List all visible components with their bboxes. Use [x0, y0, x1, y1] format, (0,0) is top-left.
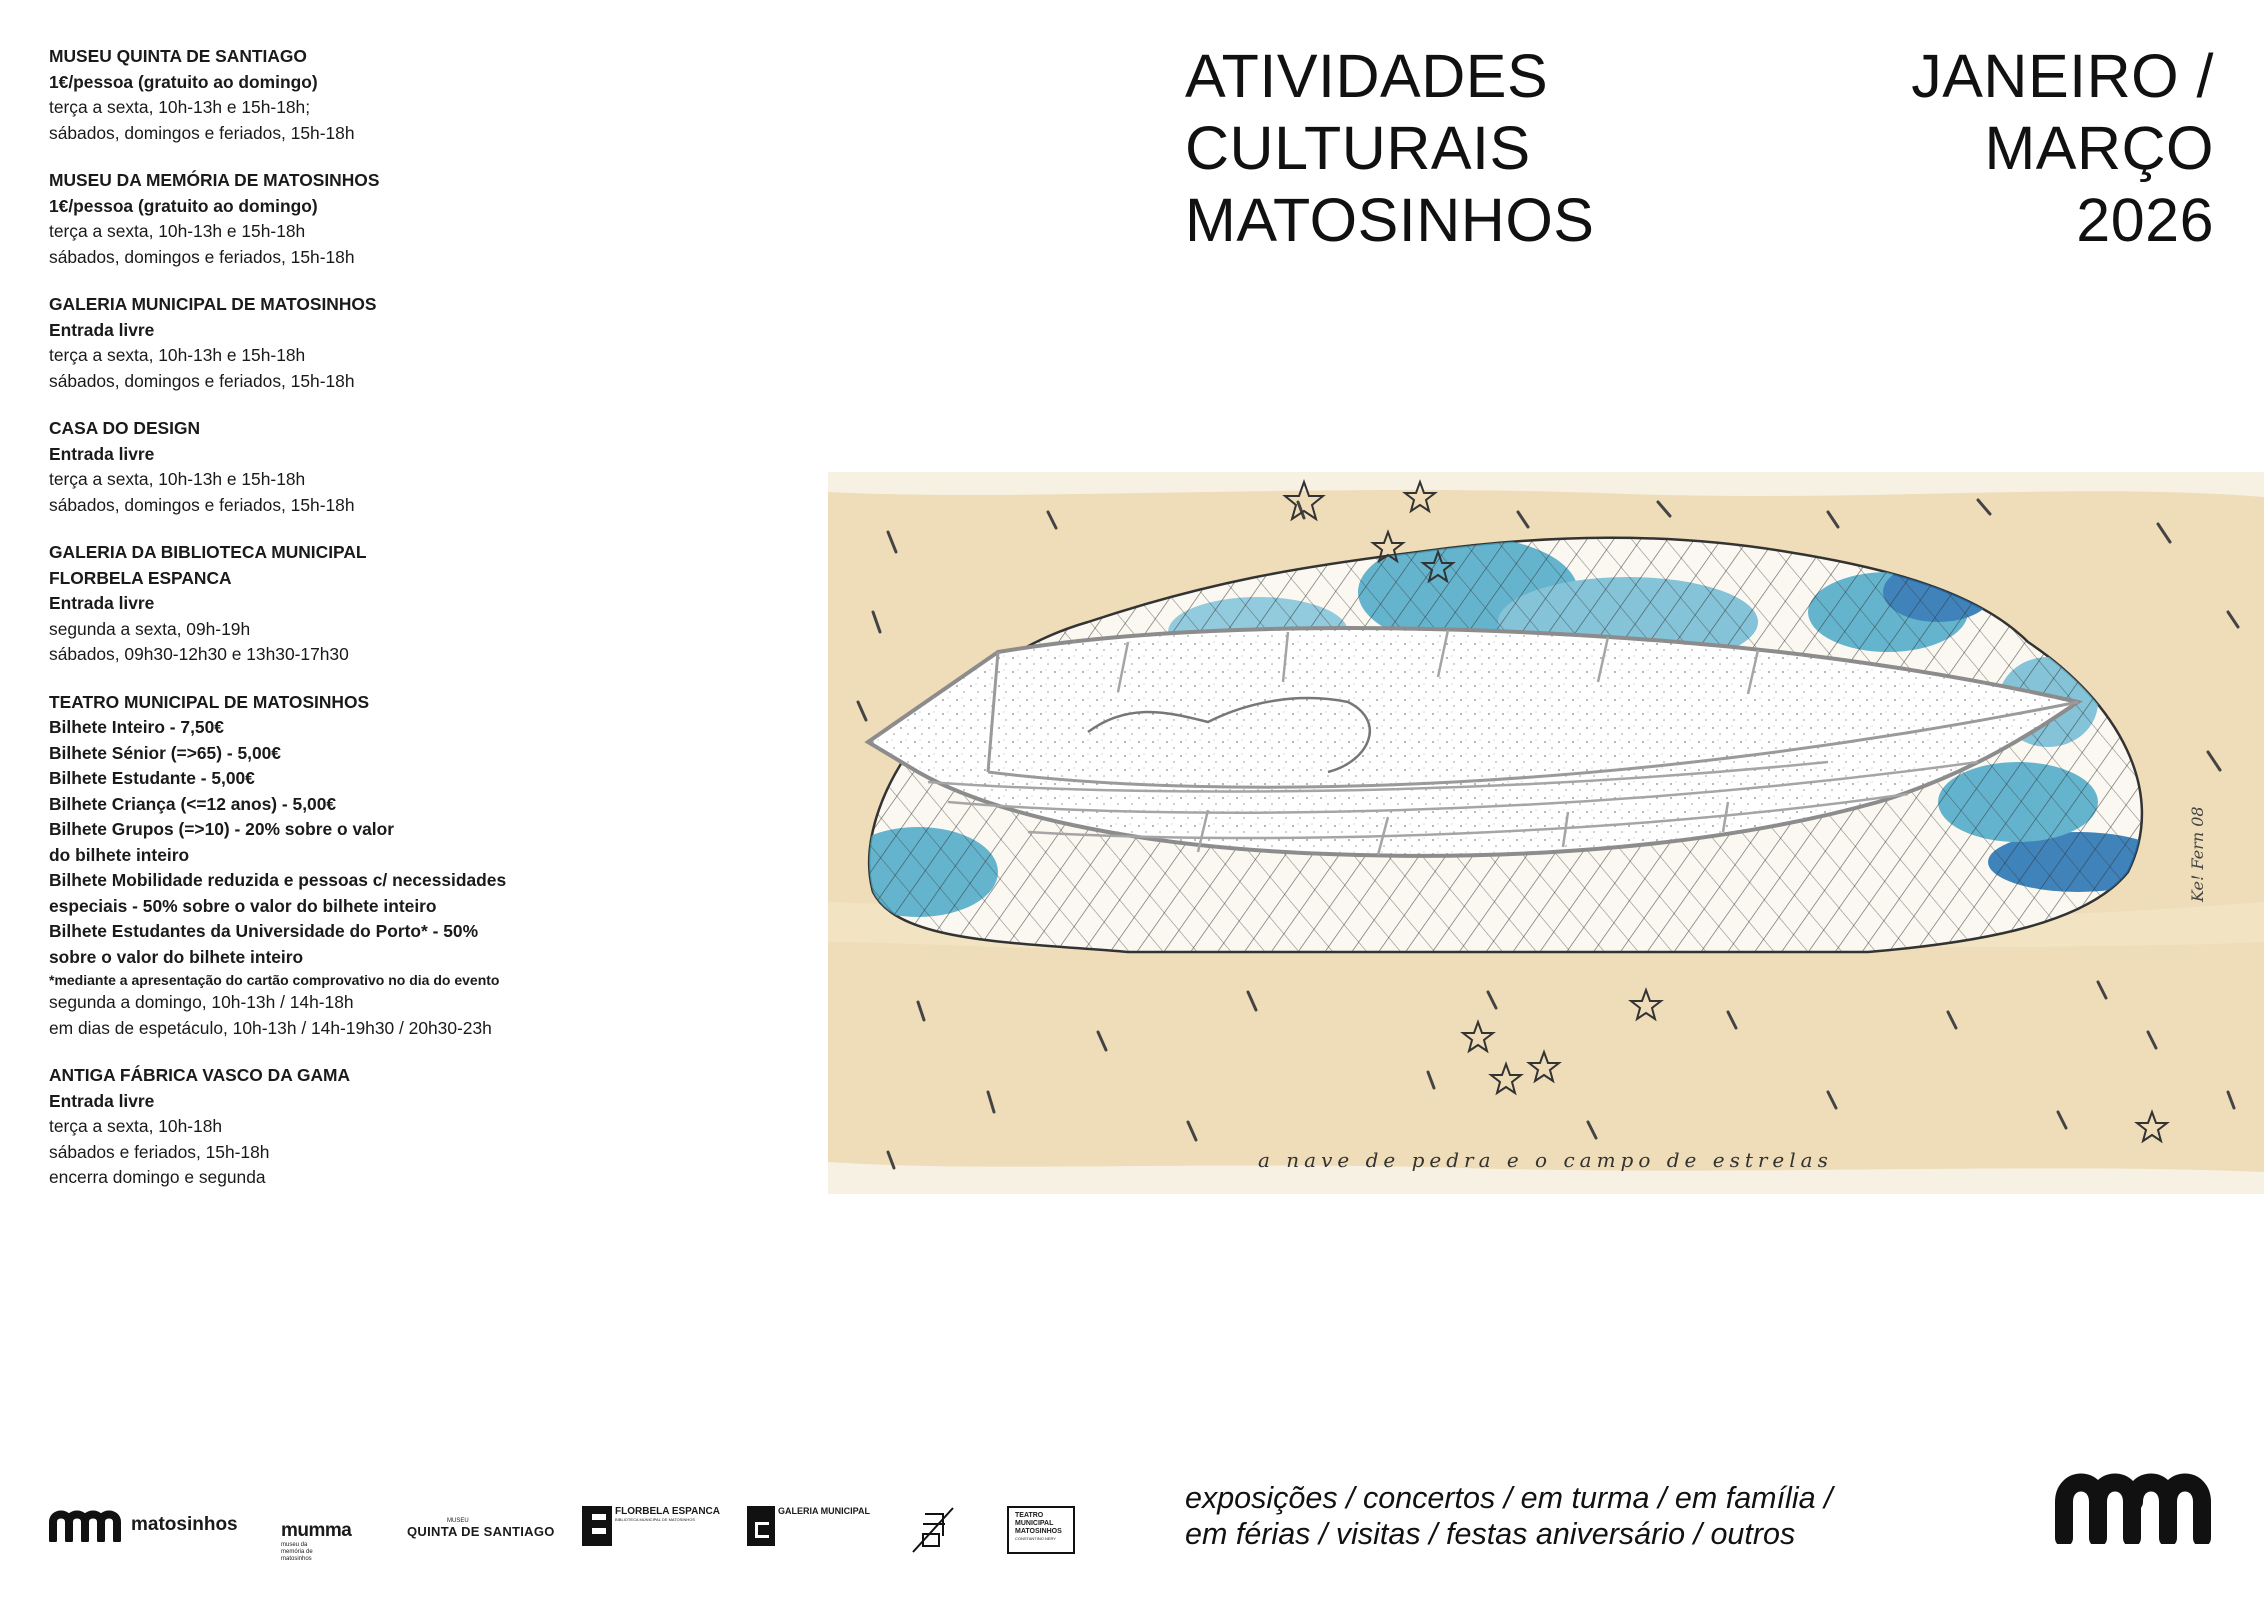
venue-price: do bilhete inteiro [49, 844, 190, 865]
venue-price: Entrada livre [49, 1090, 155, 1111]
galeria-mark-icon [747, 1506, 775, 1546]
venue-price: 1€/pessoa (gratuito ao domingo) [49, 195, 318, 216]
venue-hours: terça a sexta, 10h-13h e 15h-18h [49, 221, 306, 241]
mm-large-icon [2054, 1468, 2214, 1544]
venue-note: *mediante a apresentação do cartão comprovativo no dia do evento [49, 972, 500, 988]
tagline-line: exposições / concertos / em turma / em família / [1185, 1481, 1833, 1515]
casa-design-icon [909, 1506, 957, 1554]
venue-hours: encerra domingo e segunda [49, 1167, 266, 1187]
galeria-logo [747, 1506, 870, 1546]
venue-name: TEATRO MUNICIPAL DE MATOSINHOS [49, 691, 370, 712]
mumma-logo-text: mumma [281, 1520, 352, 1541]
venue-price: Bilhete Grupos (=>10) - 20% sobre o valor [49, 819, 395, 839]
venue-price: sobre o valor do bilhete inteiro [49, 946, 304, 967]
matosinhos-logo [49, 1508, 238, 1542]
venue-name: GALERIA MUNICIPAL DE MATOSINHOS [49, 294, 377, 314]
venue-name: CASA DO DESIGN [49, 418, 201, 438]
venue-price: Entrada livre [49, 443, 155, 464]
venue-price: Bilhete Mobilidade reduzida e pessoas c/ necessidades [49, 870, 507, 890]
venue-price: 1€/pessoa (gratuito ao domingo) [49, 71, 318, 92]
florbela-logo-sub: BIBLIOTECA MUNICIPAL DE MATOSINHOS [615, 1517, 696, 1522]
venue-block [49, 1063, 609, 1191]
mumma-logo-sub: museu da memória de matosinhos [281, 1542, 313, 1562]
period-line: JANEIRO / [1911, 42, 2214, 110]
venue-hours: terça a sexta, 10h-13h e 15h-18h [49, 469, 306, 489]
venue-hours: segunda a domingo, 10h-13h / 14h-18h [49, 992, 354, 1012]
galeria-logo-text: GALERIA MUNICIPAL [778, 1506, 870, 1516]
venue-price: Bilhete Sénior (=>65) - 5,00€ [49, 742, 281, 763]
venue-hours: sábados e feriados, 15h-18h [49, 1141, 270, 1162]
artwork-drawing [828, 472, 2264, 1194]
venue-name: GALERIA DA BIBLIOTECA MUNICIPAL FLORBELA ESPANCA [49, 542, 367, 588]
cover-artwork [828, 472, 2264, 1194]
quinta-logo-text: QUINTA DE SANTIAGO [407, 1524, 555, 1539]
period-line: MARÇO [1984, 114, 2214, 182]
venue-price: Bilhete Criança (<=12 anos) - 5,00€ [49, 793, 337, 814]
venue-price: Bilhete Inteiro - 7,50€ [49, 717, 224, 737]
florbela-mark-icon [582, 1506, 612, 1546]
venue-hours: sábados, 09h30-12h30 e 13h30-17h30 [49, 644, 349, 664]
venue-hours: sábados, domingos e feriados, 15h-18h [49, 122, 355, 143]
venue-price: Bilhete Estudantes da Universidade do Porto* - 50% [49, 921, 479, 941]
venue-hours: em dias de espetáculo, 10h-13h / 14h-19h30 / 20h30-23h [49, 1017, 492, 1038]
venue-price: Bilhete Estudante - 5,00€ [49, 768, 255, 788]
venue-block [49, 690, 609, 1042]
tagline [1185, 1480, 1833, 1552]
venue-hours: terça a sexta, 10h-18h [49, 1116, 223, 1136]
venue-hours: terça a sexta, 10h-13h e 15h-18h [49, 345, 306, 365]
venue-price: Entrada livre [49, 319, 155, 340]
title-line: CULTURAIS [1185, 114, 1531, 182]
quinta-logo-prefix: MUSEU [447, 1518, 469, 1524]
artwork-caption: a nave de pedra e o campo de estrelas [1258, 1148, 1833, 1172]
venue-block [49, 44, 609, 146]
venue-block [49, 292, 609, 394]
venue-name: MUSEU QUINTA DE SANTIAGO [49, 46, 307, 66]
florbela-logo [582, 1506, 720, 1546]
teatro-logo-sub: CONSTANTINO NERY [1015, 1536, 1056, 1541]
venue-list [49, 44, 609, 1213]
mumma-logo [281, 1520, 351, 1563]
casa-design-logo [909, 1506, 957, 1554]
page-title [1185, 40, 1594, 256]
title-line: MATOSINHOS [1185, 186, 1595, 254]
florbela-logo-text: FLORBELA ESPANCA [615, 1506, 720, 1517]
venue-name: ANTIGA FÁBRICA VASCO DA GAMA [49, 1065, 351, 1085]
matosinhos-mark-large [2054, 1468, 2214, 1549]
venue-block [49, 416, 609, 518]
quinta-santiago-logo [407, 1518, 555, 1539]
venue-hours: terça a sexta, 10h-13h e 15h-18h; [49, 97, 311, 117]
artwork-signature: Ke! Fern 08 [2188, 806, 2207, 902]
period-line: 2026 [2076, 186, 2214, 254]
venue-block [49, 540, 609, 668]
venue-name: MUSEU DA MEMÓRIA DE MATOSINHOS [49, 170, 380, 190]
venue-hours: sábados, domingos e feriados, 15h-18h [49, 494, 355, 515]
venue-price: especiais - 50% sobre o valor do bilhete inteiro [49, 895, 437, 916]
mm-mark-icon [49, 1508, 121, 1542]
venue-hours: sábados, domingos e feriados, 15h-18h [49, 246, 355, 267]
venue-block [49, 168, 609, 270]
teatro-logo-line: MUNICIPAL [1015, 1520, 1054, 1527]
venue-hours: segunda a sexta, 09h-19h [49, 618, 251, 639]
venue-price: Entrada livre [49, 593, 155, 613]
venue-hours: sábados, domingos e feriados, 15h-18h [49, 370, 355, 391]
tagline-line: em férias / visitas / festas aniversário / outros [1185, 1517, 1796, 1551]
teatro-logo [1007, 1506, 1075, 1554]
title-line: ATIVIDADES [1185, 42, 1549, 110]
teatro-logo-line: TEATRO [1015, 1512, 1044, 1519]
matosinhos-logo-text: matosinhos [131, 1514, 238, 1535]
teatro-logo-line: MATOSINHOS [1015, 1528, 1062, 1535]
period-title [1911, 40, 2214, 256]
